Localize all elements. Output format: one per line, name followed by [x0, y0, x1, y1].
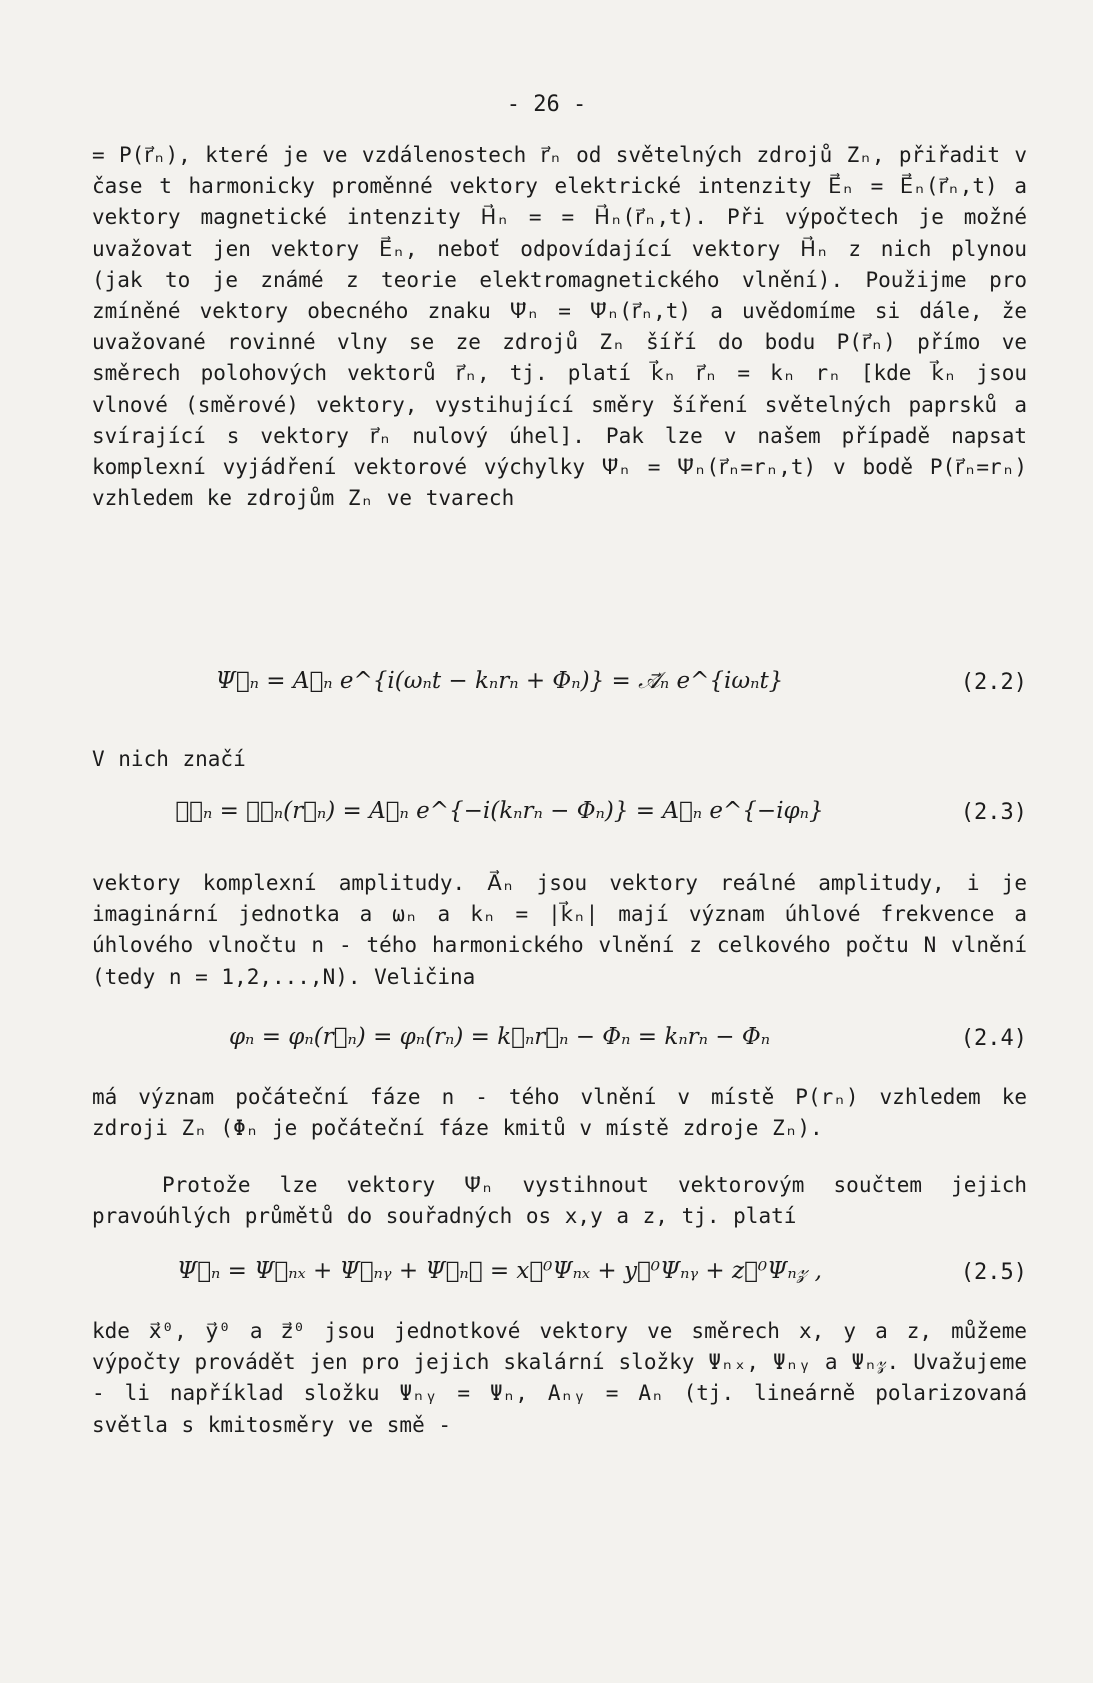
paragraph-3: vektory komplexní amplitudy. A⃗ₙ jsou vektory reálné amplitudy, i je imaginární jednotka a ωₙ a kₙ = |k⃗ₙ| mají význam úhlové frekvence a úhlového vlnočtu n - tého harmonického vlnění z celkového počtu N vlnění (tedy n = 1,2,...,N). Veličina — [92, 871, 1027, 989]
equation-2-5-body: Ψ⃗ₙ = Ψ⃗ₙₓ + Ψ⃗ₙᵧ + Ψ⃗ₙ𝓏 = x⃗⁰Ψₙₓ + y⃗⁰Ψₙᵧ + z⃗⁰Ψₙ𝓏 , — [177, 1258, 822, 1284]
equation-2-5-number: (2.5) — [960, 1260, 1027, 1285]
equation-2-2-number: (2.2) — [960, 670, 1027, 695]
equation-2-2-body: Ψ⃗ₙ = A⃗ₙ e^{i(ωₙt − kₙrₙ + Φₙ)} = 𝒜⃗ₙ e^{iωₙt} — [215, 668, 784, 694]
paragraph-5: Protože lze vektory Ψ⃗ₙ vystihnout vektorovým součtem jejich pravoúhlých průmětů do souřadných os x,y a z, tj. platí — [92, 1173, 1027, 1229]
equation-2-4-number: (2.4) — [960, 1026, 1027, 1051]
paragraph-1: = P(r⃗ₙ), které je ve vzdálenostech r⃗ₙ od světelných zdrojů Zₙ, přiřadit v čase t harmonicky proměnné vektory elektrické intenzity E⃗ₙ = E⃗ₙ(r⃗ₙ,t) a vektory magnetické intenzity H⃗ₙ = = H⃗ₙ(r⃗ₙ,t). Při výpočtech je možné uvažovat jen vektory E⃗ₙ, neboť odpovídající vektory H⃗ₙ z nich plynou (jak to je známé z teorie elektromagnetického vlnění). Použijme pro zmíněné vektory obecného znaku Ψ⃗ₙ = Ψ⃗ₙ(r⃗ₙ,t) a uvědomíme si dále, že uvažované rovinné vlny se ze zdrojů Zₙ šíří do bodu P(r⃗ₙ) přímo ve směrech polohových vektorů r⃗ₙ, tj. platí k⃗ₙ r⃗ₙ = kₙ rₙ [kde k⃗ₙ jsou vlnové (směrové) vektory, vystihující směry šíření světelných paprsků a svírající s vektory r⃗ₙ nulový úhel]. Pak lze v našem případě napsat komplexní vyjádření vektorové výchylky Ψ⃗ₙ = Ψ⃗ₙ(r⃗ₙ=rₙ,t) v bodě P(r⃗ₙ=rₙ) vzhledem ke zdrojům Zₙ ve tvarech — [92, 143, 1027, 511]
equation-2-3-body: 𝒜⃗ₙ = 𝒜⃗ₙ(r⃗ₙ) = A⃗ₙ e^{−i(kₙrₙ − Φₙ)} = A⃗ₙ e^{−iφₙ} — [175, 798, 824, 824]
paragraph-4: má význam počáteční fáze n - tého vlnění v místě P(rₙ) vzhledem ke zdroji Zₙ (Φₙ je počáteční fáze kmitů v místě zdroje Zₙ). — [92, 1085, 1027, 1141]
equation-2-5 — [92, 1250, 1027, 1298]
equation-2-3-number: (2.3) — [960, 800, 1027, 825]
equation-2-2 — [92, 660, 1027, 708]
page-number: - 26 - — [506, 92, 587, 117]
paragraph-2: V nich značí — [92, 747, 246, 771]
equation-2-3 — [92, 790, 1027, 838]
paragraph-6: kde x⃗⁰, y⃗⁰ a z⃗⁰ jsou jednotkové vektory ve směrech x, y a z, můžeme výpočty provádět jen pro jejich skalární složky Ψₙₓ, Ψₙᵧ a Ψₙ𝓏. Uvažujeme - li například složku Ψₙᵧ = Ψₙ, Aₙᵧ = Aₙ (tj. lineárně polarizovaná světla s kmitosměry ve smě - — [92, 1319, 1027, 1437]
equation-2-4 — [92, 1016, 1027, 1064]
equation-2-4-body: φₙ = φₙ(r⃗ₙ) = φₙ(rₙ) = k⃗ₙr⃗ₙ − Φₙ = kₙrₙ − Φₙ — [228, 1024, 771, 1050]
